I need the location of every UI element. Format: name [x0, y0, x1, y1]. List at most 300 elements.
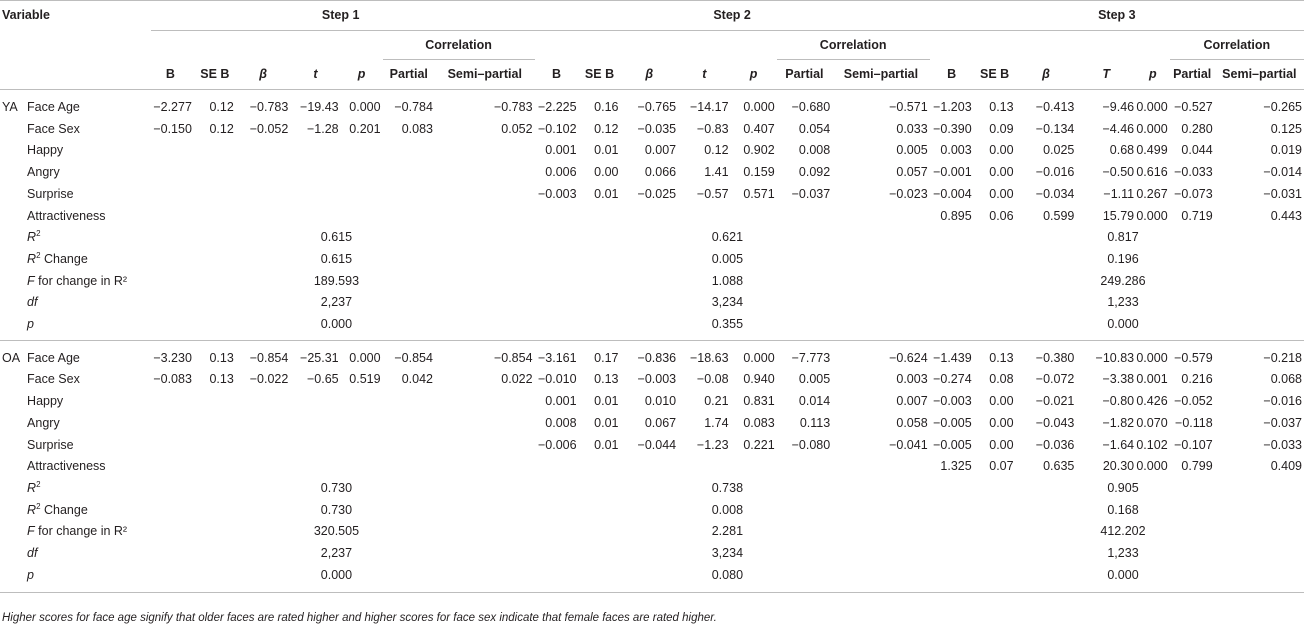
cell-s1-6: −0.854 — [493, 350, 533, 365]
cell-s2-0: −2.225 — [537, 100, 577, 114]
cell-s2-3: −1.23 — [696, 437, 729, 452]
stat-label-symbol: p — [27, 317, 34, 332]
cell-s1-3: −1.28 — [307, 121, 339, 136]
stat-label — [23, 565, 147, 587]
regression-table — [0, 5, 1304, 593]
stat-value-step-1: 0.000 — [320, 317, 353, 332]
stat-value-step-2: 1.088 — [711, 273, 744, 288]
cell-s1-6: 0.052 — [501, 121, 533, 136]
cell-s1-2: −0.783 — [249, 100, 289, 114]
cell-s1-0 — [147, 184, 194, 206]
cell-s2-5: −7.773 — [791, 350, 831, 365]
cell-s2-5: 0.054 — [798, 121, 831, 136]
cell-s2-4: 0.159 — [743, 165, 775, 180]
cell-s1-1 — [194, 184, 236, 206]
cell-s1-3 — [290, 184, 340, 206]
cell-s1-2 — [236, 413, 291, 435]
cell-s3-0: −1.203 — [933, 100, 972, 114]
stat-value-step-2: 3,234 — [711, 295, 744, 310]
cell-s3-0: 0.003 — [940, 143, 972, 158]
cell-s2-4: 0.000 — [743, 350, 775, 365]
col-header-s2-3: t — [678, 60, 730, 90]
cell-s1-2 — [236, 435, 291, 457]
table-row — [0, 140, 1304, 162]
cell-s2-1: 0.16 — [594, 100, 619, 114]
stat-label-symbol: F — [27, 273, 35, 288]
table-row — [0, 391, 1304, 413]
stat-label-sup: 2 — [36, 229, 41, 239]
stat-label — [23, 271, 147, 293]
table-row — [0, 162, 1304, 184]
stat-label-sup: 2 — [36, 250, 41, 260]
cell-s2-5: 0.092 — [798, 165, 831, 180]
cell-s1-1 — [194, 140, 236, 162]
group-label — [0, 456, 23, 478]
cell-s3-4: 0.070 — [1136, 415, 1168, 430]
group-label — [0, 206, 23, 228]
header-step-1: Step 1 — [147, 5, 535, 31]
cell-s3-2: −0.036 — [1035, 437, 1075, 452]
header-correlation-step-2: Correlation — [777, 31, 930, 60]
header-step-3: Step 3 — [930, 5, 1304, 31]
cell-s1-0 — [147, 413, 194, 435]
variable-name: Attractiveness — [27, 459, 106, 474]
cell-s1-5 — [383, 184, 435, 206]
table-body — [0, 5, 1304, 593]
stat-value-step-1: 189.593 — [313, 273, 360, 288]
cell-s1-2 — [236, 391, 291, 413]
variable-name: Face Sex — [27, 121, 80, 136]
cell-s1-1 — [194, 413, 236, 435]
stat-label-symbol: df — [27, 546, 38, 561]
cell-s1-3 — [290, 140, 340, 162]
cell-s1-6 — [435, 413, 535, 435]
stat-label — [23, 249, 147, 271]
cell-s3-1: 0.06 — [989, 208, 1014, 223]
cell-s2-0 — [535, 206, 579, 228]
col-header-s3-2: β — [1016, 60, 1077, 90]
cell-s3-2: −0.380 — [1035, 350, 1075, 365]
variable-name: Surprise — [27, 186, 74, 201]
cell-s3-4: 0.267 — [1136, 186, 1168, 201]
cell-s2-5: 0.014 — [798, 394, 831, 409]
cell-s2-2: 0.010 — [644, 394, 677, 409]
col-header-s2-5: Partial — [777, 60, 833, 90]
cell-s2-5: 0.005 — [798, 372, 831, 387]
cell-s3-2: −0.016 — [1035, 165, 1075, 180]
cell-s2-3: −14.17 — [689, 100, 729, 114]
cell-s1-0 — [147, 206, 194, 228]
col-header-s3-3: T — [1076, 60, 1136, 90]
stat-label-rest: for change in R² — [34, 524, 128, 539]
cell-s2-1: 0.13 — [594, 372, 619, 387]
cell-s1-5 — [383, 391, 435, 413]
cell-s2-6: 0.058 — [896, 415, 928, 430]
cell-s3-4: 0.000 — [1136, 350, 1168, 365]
col-header-s3-6: Semi–partial — [1215, 60, 1304, 90]
cell-s2-4: 0.940 — [743, 372, 775, 387]
cell-s3-0: −0.005 — [933, 415, 972, 430]
stat-value-step-2: 0.005 — [711, 251, 744, 266]
cell-s1-2: −0.052 — [249, 121, 289, 136]
col-header-s1-3: t — [290, 60, 340, 90]
cell-s1-4 — [341, 391, 383, 413]
stats-row — [0, 478, 1304, 500]
cell-s1-1 — [194, 435, 236, 457]
cell-s3-0: −0.274 — [933, 372, 972, 387]
cell-s3-4: 0.000 — [1136, 459, 1168, 474]
variable-name: Surprise — [27, 437, 74, 452]
cell-s1-4 — [341, 162, 383, 184]
cell-s1-5: 0.042 — [401, 372, 433, 387]
cell-s2-5: −0.080 — [791, 437, 831, 452]
header-row-columns — [0, 60, 1304, 90]
cell-s2-0: 0.001 — [545, 394, 577, 409]
cell-s3-6: −0.037 — [1263, 415, 1302, 430]
cell-s1-1: 0.13 — [209, 350, 234, 365]
cell-s3-4: 0.000 — [1136, 121, 1168, 136]
cell-s2-3: −0.83 — [696, 121, 729, 136]
cell-s2-2: −0.003 — [637, 372, 677, 387]
stat-label-symbol: R — [27, 230, 37, 245]
table-row — [0, 97, 1304, 119]
cell-s2-6: 0.003 — [896, 372, 928, 387]
cell-s2-2: −0.836 — [637, 350, 677, 365]
cell-s2-3 — [678, 456, 730, 478]
cell-s1-1 — [194, 456, 236, 478]
header-step-2: Step 2 — [535, 5, 930, 31]
cell-s1-2: −0.854 — [249, 350, 289, 365]
col-header-s2-2: β — [620, 60, 678, 90]
cell-s3-5: 0.216 — [1181, 372, 1213, 387]
cell-s2-0: −0.102 — [537, 121, 577, 136]
cell-s3-2: 0.025 — [1043, 143, 1075, 158]
stat-value-step-1: 2,237 — [320, 295, 353, 310]
col-header-s2-4: p — [731, 60, 777, 90]
cell-s3-6: −0.218 — [1263, 350, 1302, 365]
cell-s1-0: −3.230 — [153, 350, 192, 365]
cell-s1-4 — [341, 184, 383, 206]
cell-s3-6: 0.409 — [1270, 459, 1302, 474]
cell-s2-0 — [535, 456, 579, 478]
table-footnote: Higher scores for face age signify that older faces are rated higher and higher scores for face sex indicate that female faces are rated higher. — [2, 612, 717, 624]
cell-s1-5 — [383, 413, 435, 435]
variable-name: Face Sex — [27, 372, 80, 387]
cell-s3-2: −0.034 — [1035, 186, 1075, 201]
stats-row — [0, 227, 1304, 249]
cell-s3-5: 0.799 — [1181, 459, 1213, 474]
cell-s2-4: 0.831 — [743, 394, 775, 409]
cell-s1-1: 0.12 — [209, 100, 234, 114]
cell-s1-0 — [147, 162, 194, 184]
cell-s1-6: −0.783 — [493, 100, 533, 114]
cell-s1-6 — [435, 206, 535, 228]
cell-s3-1: 0.08 — [989, 372, 1014, 387]
cell-s3-4: 0.616 — [1136, 165, 1168, 180]
stat-value-step-3: 1,233 — [1107, 546, 1139, 561]
cell-s2-1 — [579, 456, 621, 478]
stats-row — [0, 271, 1304, 293]
cell-s1-5: −0.854 — [394, 350, 433, 365]
cell-s3-0: −0.390 — [933, 121, 972, 136]
cell-s1-5: 0.083 — [401, 121, 433, 136]
stat-label-sup: 2 — [36, 501, 41, 511]
cell-s3-3: 20.30 — [1102, 459, 1135, 474]
cell-s1-4 — [341, 140, 383, 162]
col-header-s1-0: B — [147, 60, 194, 90]
stat-value-step-3: 1,233 — [1107, 295, 1139, 310]
cell-s1-4: 0.000 — [349, 350, 381, 365]
table-row — [0, 435, 1304, 457]
table-row — [0, 206, 1304, 228]
col-header-s1-1: SE B — [194, 60, 236, 90]
stat-value-step-2: 0.738 — [711, 480, 744, 495]
cell-s1-0 — [147, 391, 194, 413]
header-variable: Variable — [2, 8, 50, 22]
cell-s2-2 — [620, 206, 678, 228]
cell-s3-1: 0.07 — [989, 459, 1014, 474]
cell-s1-1 — [194, 206, 236, 228]
cell-s2-3: 1.41 — [704, 165, 729, 180]
table-row — [0, 413, 1304, 435]
cell-s1-4: 0.519 — [349, 372, 381, 387]
stat-label — [23, 227, 147, 249]
cell-s3-1: 0.00 — [989, 415, 1014, 430]
cell-s1-1 — [194, 391, 236, 413]
stat-label-rest: Change — [40, 502, 88, 517]
cell-s3-6: 0.019 — [1270, 143, 1302, 158]
cell-s3-6: −0.031 — [1263, 186, 1302, 201]
col-header-s1-4: p — [341, 60, 383, 90]
stats-row — [0, 543, 1304, 565]
cell-s2-6: −0.571 — [889, 100, 928, 114]
cell-s2-1: 0.01 — [594, 437, 619, 452]
group-label — [0, 413, 23, 435]
stats-row — [0, 521, 1304, 543]
stat-label-symbol: R — [27, 480, 37, 495]
group-label: YA — [2, 100, 18, 114]
cell-s2-3: −18.63 — [689, 350, 729, 365]
col-header-s3-0: B — [930, 60, 974, 90]
stats-row — [0, 500, 1304, 522]
cell-s2-6: 0.005 — [896, 143, 928, 158]
cell-s2-2: 0.007 — [644, 143, 677, 158]
cell-s3-1: 0.00 — [989, 437, 1014, 452]
cell-s1-6 — [435, 140, 535, 162]
stat-label-symbol: df — [27, 295, 38, 310]
cell-s2-6: −0.023 — [889, 186, 928, 201]
cell-s3-2: −0.021 — [1035, 394, 1075, 409]
header-correlation-step-3: Correlation — [1170, 31, 1304, 60]
cell-s1-6: 0.022 — [501, 372, 533, 387]
stat-value-step-2: 0.355 — [711, 317, 744, 332]
cell-s3-5: −0.052 — [1174, 394, 1213, 409]
cell-s1-5 — [383, 162, 435, 184]
col-header-s2-1: SE B — [579, 60, 621, 90]
group-label: OA — [2, 350, 21, 365]
cell-s1-2 — [236, 140, 291, 162]
cell-s3-1: 0.13 — [989, 350, 1014, 365]
cell-s1-3: −19.43 — [300, 100, 339, 114]
cell-s1-6 — [435, 456, 535, 478]
cell-s3-0: −0.001 — [933, 165, 972, 180]
cell-s1-4: 0.201 — [349, 121, 381, 136]
table-row — [0, 456, 1304, 478]
col-header-s1-2: β — [236, 60, 291, 90]
stat-value-step-3: 0.817 — [1107, 230, 1139, 245]
cell-s3-1: 0.09 — [989, 121, 1014, 136]
cell-s3-1: 0.00 — [989, 186, 1014, 201]
cell-s2-6: −0.624 — [889, 350, 928, 365]
table-row — [0, 348, 1304, 370]
variable-name: Attractiveness — [27, 208, 106, 223]
cell-s2-1: 0.01 — [594, 394, 619, 409]
cell-s3-3: −1.82 — [1102, 415, 1135, 430]
stats-row — [0, 292, 1304, 314]
col-header-s1-5: Partial — [383, 60, 435, 90]
cell-s3-5: 0.280 — [1181, 121, 1213, 136]
cell-s1-2 — [236, 162, 291, 184]
cell-s2-3: 1.74 — [704, 415, 729, 430]
group-label — [0, 435, 23, 457]
variable-name: Angry — [27, 165, 60, 180]
cell-s1-0: −0.083 — [153, 372, 192, 387]
stats-row — [0, 249, 1304, 271]
cell-s3-4: 0.102 — [1136, 437, 1168, 452]
cell-s2-4 — [731, 456, 777, 478]
cell-s3-3: −0.80 — [1102, 394, 1135, 409]
cell-s2-6 — [832, 456, 929, 478]
cell-s2-2: −0.035 — [637, 121, 677, 136]
stat-value-step-3: 0.905 — [1107, 480, 1139, 495]
col-header-s3-4: p — [1136, 60, 1170, 90]
stat-label — [23, 478, 147, 500]
cell-s3-4: 0.000 — [1136, 100, 1168, 114]
stat-value-step-3: 412.202 — [1100, 524, 1146, 539]
cell-s3-2: −0.134 — [1035, 121, 1075, 136]
top-rule — [0, 0, 1304, 1]
cell-s2-3: −0.08 — [696, 372, 729, 387]
cell-s2-3 — [678, 206, 730, 228]
cell-s1-5 — [383, 206, 435, 228]
cell-s3-0: −0.004 — [933, 186, 972, 201]
stat-label — [23, 500, 147, 522]
group-label — [0, 119, 23, 141]
cell-s3-3: −1.64 — [1102, 437, 1135, 452]
cell-s3-5: −0.118 — [1175, 415, 1213, 430]
cell-s3-3: −10.83 — [1095, 350, 1135, 365]
cell-s2-1: 0.12 — [594, 121, 619, 136]
table-row — [0, 119, 1304, 141]
variable-name: Face Age — [27, 100, 80, 114]
stat-value-step-1: 0.000 — [320, 567, 353, 582]
cell-s3-3: 15.79 — [1102, 208, 1135, 223]
cell-s2-2: −0.765 — [637, 100, 677, 114]
group-separator — [0, 586, 1304, 593]
cell-s1-6 — [435, 162, 535, 184]
cell-s1-4 — [341, 435, 383, 457]
cell-s3-3: −0.50 — [1102, 165, 1135, 180]
stat-value-step-1: 2,237 — [320, 546, 353, 561]
table-row — [0, 184, 1304, 206]
cell-s1-6 — [435, 391, 535, 413]
cell-s2-3: −0.57 — [696, 186, 729, 201]
cell-s3-6: −0.016 — [1263, 394, 1302, 409]
cell-s1-3 — [290, 435, 340, 457]
cell-s2-4: 0.571 — [743, 186, 775, 201]
cell-s3-2: 0.599 — [1043, 208, 1075, 223]
cell-s1-4 — [341, 206, 383, 228]
stat-label — [23, 292, 147, 314]
group-label — [0, 140, 23, 162]
cell-s2-0: 0.008 — [545, 415, 577, 430]
stat-label-rest: for change in R² — [34, 273, 128, 288]
cell-s1-3: −0.65 — [307, 372, 339, 387]
cell-s3-6: −0.033 — [1263, 437, 1302, 452]
stat-value-step-3: 0.000 — [1107, 567, 1139, 582]
cell-s3-3: −3.38 — [1102, 372, 1135, 387]
cell-s2-0: −0.006 — [537, 437, 577, 452]
cell-s2-6: 0.033 — [896, 121, 928, 136]
cell-s2-4: 0.083 — [743, 415, 775, 430]
cell-s1-6 — [435, 184, 535, 206]
cell-s2-6 — [832, 206, 929, 228]
cell-s3-5: −0.527 — [1174, 100, 1213, 114]
cell-s2-2: −0.044 — [637, 437, 677, 452]
cell-s1-3 — [290, 413, 340, 435]
cell-s2-5 — [777, 206, 833, 228]
stat-label — [23, 314, 147, 336]
table-row — [0, 369, 1304, 391]
cell-s2-4: 0.000 — [743, 100, 775, 114]
cell-s2-4 — [731, 206, 777, 228]
cell-s1-5 — [383, 140, 435, 162]
cell-s2-1: 0.01 — [594, 415, 619, 430]
cell-s1-1: 0.13 — [209, 372, 234, 387]
stat-value-step-1: 0.730 — [320, 502, 353, 517]
cell-s1-2: −0.022 — [249, 372, 289, 387]
cell-s2-0: −3.161 — [537, 350, 577, 365]
cell-s1-3 — [290, 456, 340, 478]
cell-s3-3: −4.46 — [1102, 121, 1135, 136]
cell-s3-0: −0.005 — [933, 437, 972, 452]
stat-value-step-2: 2.281 — [711, 524, 744, 539]
stat-label-symbol: p — [27, 567, 34, 582]
header-row-steps — [0, 5, 1304, 31]
cell-s1-1: 0.12 — [209, 121, 234, 136]
cell-s1-5 — [383, 435, 435, 457]
cell-s2-3: 0.12 — [704, 143, 729, 158]
cell-s3-5: 0.044 — [1181, 143, 1213, 158]
col-header-s3-5: Partial — [1170, 60, 1215, 90]
cell-s3-5: −0.073 — [1174, 186, 1213, 201]
cell-s2-0: 0.006 — [545, 165, 577, 180]
col-header-s3-1: SE B — [974, 60, 1016, 90]
cell-s3-0: −1.439 — [933, 350, 972, 365]
cell-s2-1 — [579, 206, 621, 228]
cell-s2-2: 0.067 — [644, 415, 677, 430]
cell-s3-1: 0.00 — [989, 143, 1014, 158]
cell-s2-5 — [777, 456, 833, 478]
cell-s2-4: 0.902 — [743, 143, 775, 158]
cell-s1-4 — [341, 413, 383, 435]
stat-label — [23, 521, 147, 543]
group-gap — [0, 340, 1304, 348]
stat-label-rest: Change — [40, 251, 88, 266]
cell-s2-5: 0.008 — [798, 143, 831, 158]
stat-value-step-2: 3,234 — [711, 546, 744, 561]
cell-s3-3: −1.11 — [1103, 186, 1135, 201]
